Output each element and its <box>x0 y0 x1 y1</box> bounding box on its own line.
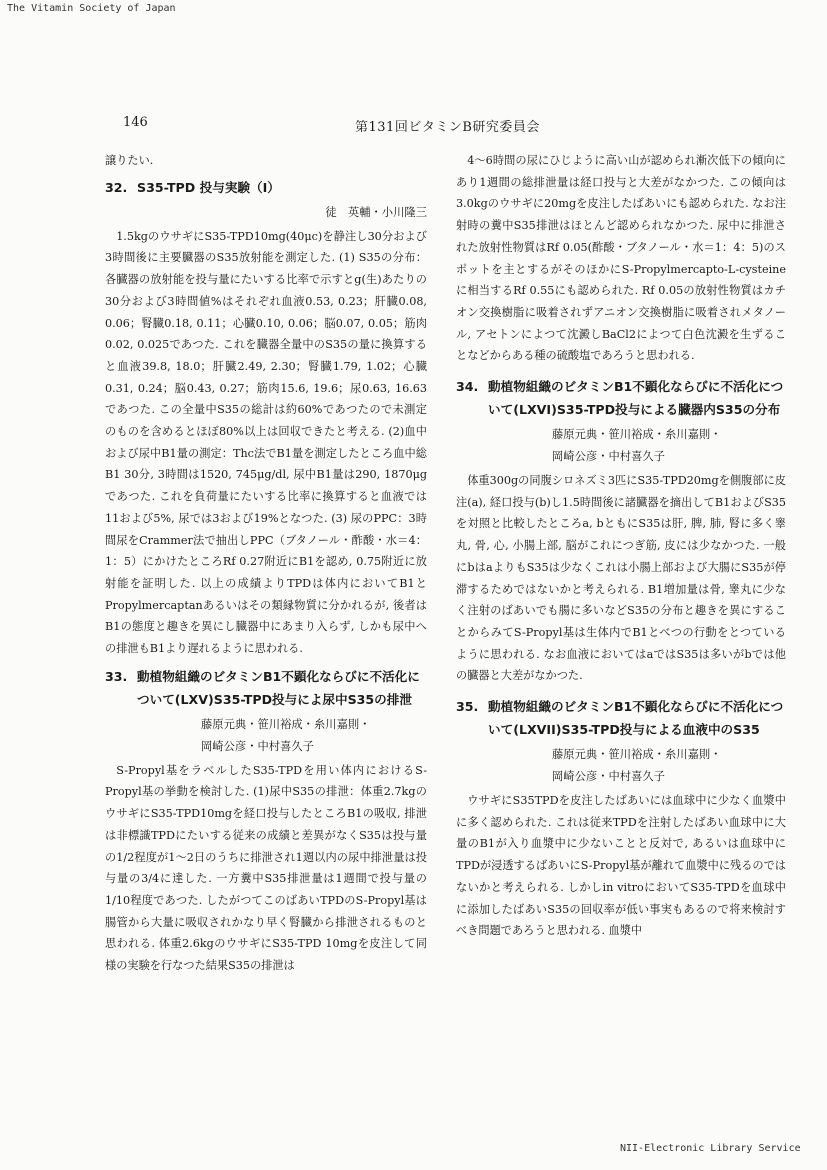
article-32-number: 32. <box>105 179 128 195</box>
article-32-body: 1.5kgのウサギにS35-TPD10mg(40μc)を静注し30分および3時間後に主要臓器のS35放射能を測定した. (1) S35の分布：各臓器の放射能を投与量にたいする比率で示すとg(生)あたりの30分および3時間値%はそれぞれ血液0.53, 0.23；肝臓0.08, 0.06；腎臓0.18, 0.11；心臓0.10, 0.06；脳0.07, 0.05；筋肉0.02, 0.025であつた. これを臓器全量中のS35の量に換算すると血液39.8, 18.0；肝臓2.49, 2.30；腎臓1.79, 1.02；心臓0.31, 0.24；脳0.43, 0.27；筋肉15.6, 19.6；尿0.63, 16.63であつた. この全量中S35の総計は約60%であつたので未測定のものを含めるとほぼ80%以上は回収できたと考える. (2)血中および尿中B1量の測定：Thc法でB1量を測定したところ血中総B1 30分, 3時間は1520, 745μg/dl, 尿中B1量は290, 1870μgであつた. これを負荷量にたいする比率に換算すると血液では11および5%, 尿では3および19%となつた. (3) 尿のPPC：3時間尿をCrammer法で抽出しPPC（ブタノール・酢酸・水＝4：1：5）にかけたところRf 0.27附近にB1を認め, 0.75附近に放射能を証明した. 以上の成績よりTPDは体内においてB1とPropylmercaptanあるいはその類縁物質に分かれるが, 後者はB1の態度と趣きを異にし臓器中にあまり入らず, しかも尿中への排泄もB1より遅れるように思われる. <box>105 229 427 656</box>
article-34-number: 34. <box>456 379 479 395</box>
article-32-authors: 徒 英輔・小川隆三 <box>325 205 427 219</box>
society-watermark: The Vitamin Society of Japan <box>7 3 176 14</box>
article-35-body: ウサギにS35TPDを皮注したばあいには血球中に少なく血漿中に多く認められた. これは従来TPDを注射したばあい血球中に大量のB1が入り血漿中に少ないことと反対で, あるいは血球中にTPDが浸透するばあいにS-Propyl基が離れて血漿中に残るのではないかと考えられる. しかしin vitroにおいてS35-TPDを血球中に添加したばあいS35の回収率が低い事実もあるので将来検討すべき問題であろうと思われる. 血漿中 <box>456 794 786 938</box>
article-35-heading <box>456 695 786 741</box>
article-34-heading <box>456 375 786 421</box>
article-35-number: 35. <box>456 699 479 715</box>
article-35-authors-line2: 岡崎公彦・中村喜久子 <box>552 770 665 784</box>
running-head: 第131回ビタミンB研究委員会 <box>355 120 540 135</box>
page-number: 146 <box>123 115 148 130</box>
carryover-text: 譲りたい. <box>105 154 154 167</box>
article-32-title: S35-TPD 投与実験（I） <box>137 179 280 195</box>
carryover-text-right: 4〜6時間の尿にひじように高い山が認められ漸次低下の傾向にあり1週間の総排泄量は経口投与と大差がなかつた. この傾向は3.0kgのウサギに20mgを皮注したばあいにも認められた. なお注射時の糞中S35排泄はほとんど認められなかつた. 尿中に排泄された放射性物質はRf 0.05(酢酸・ブタノール・水＝1：4：5)のスポットを主とするがそのほかにS-Propylmercapto-L-cysteineに相当するRf 0.55にも認められた. Rf 0.05の放射性物質はカチオン交換樹脂に吸着されずアニオン交換樹脂に吸着されメタノール, アセトンによつて沈澱しBaCl2によつて白色沈澱を生ずることなどからある種の硫酸塩であろうと思われる. <box>456 154 786 363</box>
article-33-authors-line2: 岡崎公彦・中村喜久子 <box>201 739 314 753</box>
article-33-authors-line1: 藤原元典・笹川裕成・糸川嘉則・ <box>201 717 371 731</box>
nii-footer: NII-Electronic Library Service <box>620 1143 801 1154</box>
article-33-heading <box>105 665 427 711</box>
article-34-title: 動植物組織のビタミンB1不顕化ならびに不活化について(LXVI)S35-TPD投与による臓器内S35の分布 <box>488 379 784 418</box>
left-column <box>105 150 427 977</box>
article-34-authors-line1: 藤原元典・笹川裕成・糸川嘉則・ <box>552 428 722 442</box>
article-33-title: 動植物組織のビタミンB1不顕化ならびに不活化について(LXV)S35-TPD投与によ尿中S35の排泄 <box>137 668 420 707</box>
article-35-title: 動植物組織のビタミンB1不顕化ならびに不活化について(LXVII)S35-TPD投与による血液中のS35 <box>488 699 784 738</box>
right-column <box>456 150 786 942</box>
article-35-authors-line1: 藤原元典・笹川裕成・糸川嘉則・ <box>552 748 722 762</box>
article-32-heading <box>105 176 427 199</box>
article-34-authors-line2: 岡崎公彦・中村喜久子 <box>552 450 665 464</box>
article-33-number: 33. <box>105 668 128 684</box>
article-34-body: 体重300gの同腹シロネズミ3匹にS35-TPD20mgを側腹部に皮注(a), 経口投与(b)し1.5時間後に諸臓器を摘出してB1およびS35を対照と比較したところa, bともにS35は肝, 脾, 肺, 腎に多く睾丸, 骨, 心, 小腸上部, 脳がこれにつぎ筋, 皮には少なかつた. 一般にbはaよりもS35は少なくこれは小腸上部および大腸にS35が停滞するためではないかと考えられる. B1増加量は骨, 睾丸に少なく注射のばあいでも腸に多いなどS35の分布と趣きを異にすることからみてS-Propyl基は生体内でB1とべつの行動をとつているように思われる. なお血液においてはaではS35は多いがbでは他の臓器と大差がなかつた. <box>456 474 786 683</box>
article-33-body: S-Propyl基をラベルしたS35-TPDを用い体内におけるS-Propyl基の挙動を検討した. (1)尿中S35の排泄：体重2.7kgのウサギにS35-TPD10mgを経口投与したところB1の吸収, 排泄は非標識TPDにたいする従来の成績と差異がなくS35は投与量の1/2程度が1〜2日のうちに排泄され1週以内の尿中排泄量は投与量の3/4に達した. 一方糞中S35排泄量は1週間で投与量の1/10程度であつた. したがつてこのばあいTPDのS-Propyl基は腸管から大量に吸収されかなり早く腎臓から排泄されるものと思われる. 体重2.6kgのウサギにS35-TPD 10mgを皮注して同様の実験を行なつた結果S35の排泄は <box>105 763 427 973</box>
